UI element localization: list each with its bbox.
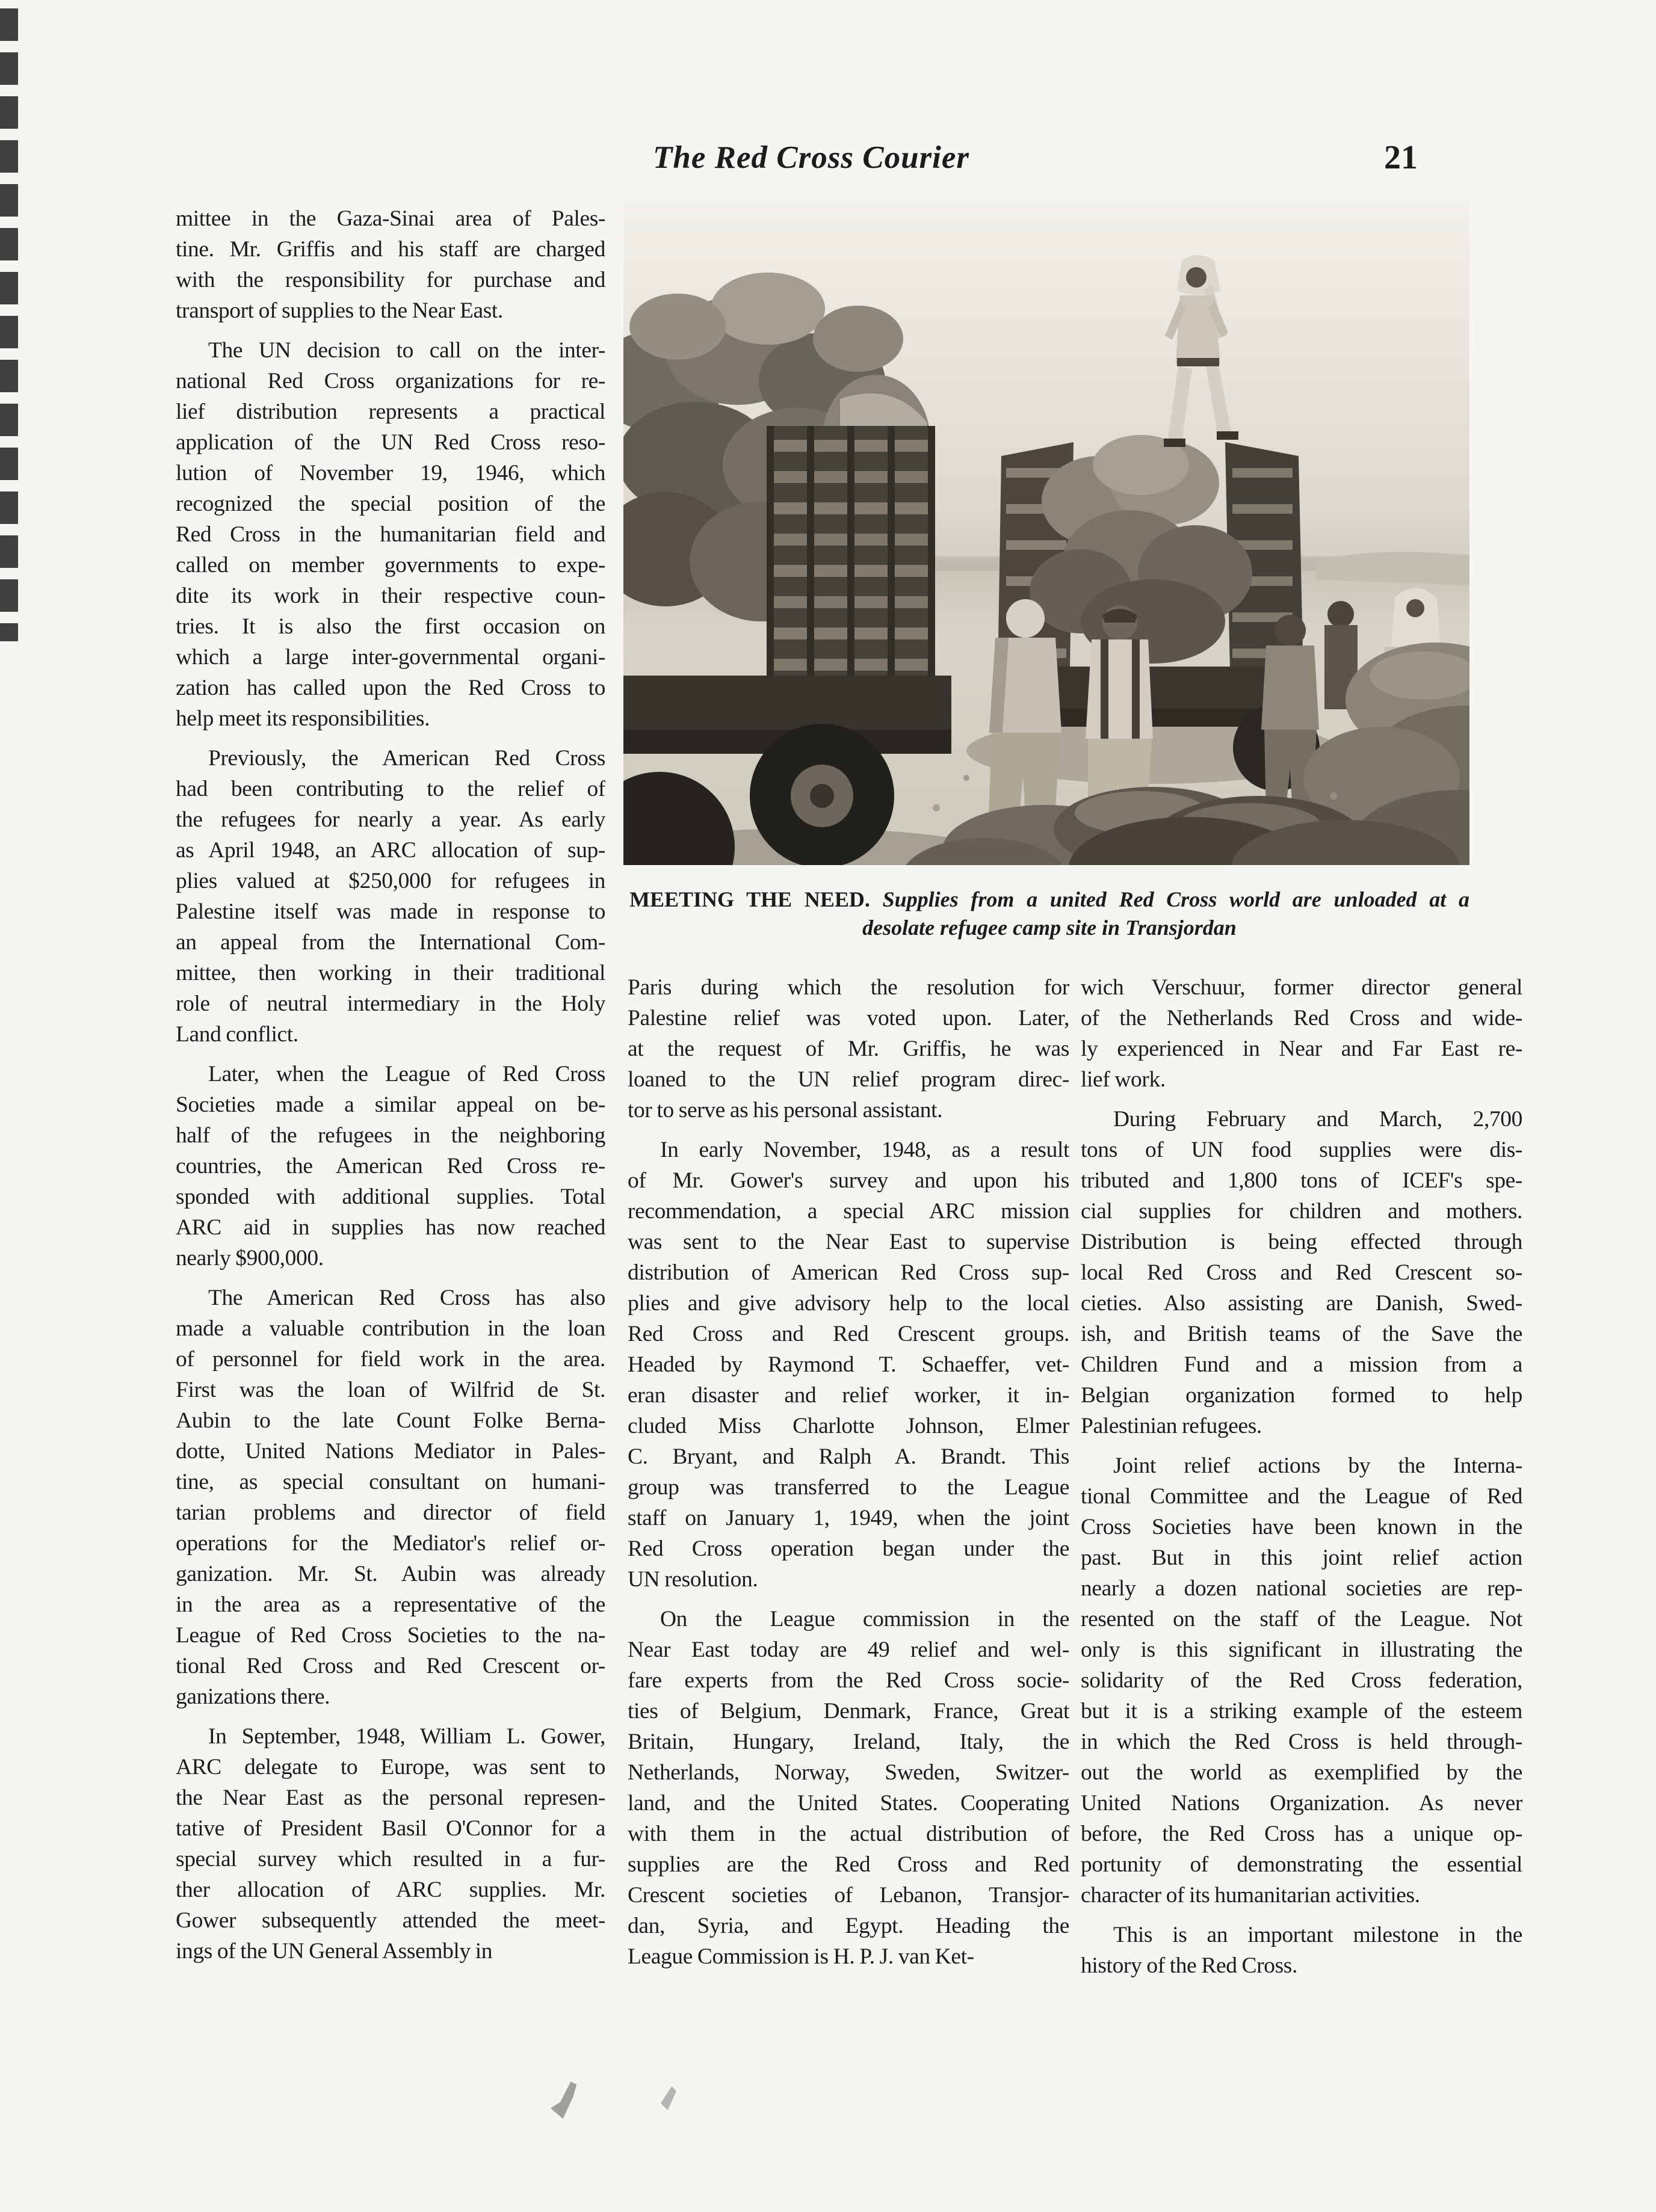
text-line: mittee in the Gaza-Sinai area of Pales-: [176, 206, 605, 231]
paragraph: [176, 203, 605, 326]
text-line: tional Red Cross and Red Crescent or-: [176, 1654, 605, 1678]
text-line: mittee, then working in their traditional: [176, 961, 605, 985]
text-line: In early November, 1948, as a result: [660, 1138, 1069, 1162]
text-line: the refugees for nearly a year. As early: [176, 807, 605, 832]
text-line: lution of November 19, 1946, which: [176, 461, 605, 485]
text-line: recommendation, a special ARC mission: [628, 1199, 1069, 1224]
text-line: special survey which resulted in a fur-: [176, 1847, 605, 1872]
text-line: Distribution is being effected through: [1081, 1230, 1522, 1254]
text-line: supplies are the Red Cross and Red: [628, 1852, 1069, 1877]
text-line: Paris during which the resolution for: [628, 975, 1069, 1000]
text-line: help meet its responsibilities.: [176, 706, 430, 731]
text-line: League of Red Cross Societies to the na-: [176, 1623, 605, 1648]
text-line: Netherlands, Norway, Sweden, Switzer-: [628, 1760, 1069, 1785]
text-line: Societies made a similar appeal on be-: [176, 1092, 605, 1117]
photo-caption: [629, 886, 1469, 942]
text-line: but it is a striking example of the esteem: [1081, 1699, 1522, 1724]
column-left: [176, 203, 605, 1967]
paragraph: [1081, 972, 1522, 1095]
text-line: sponded with additional supplies. Total: [176, 1185, 605, 1209]
text-line: land, and the United States. Cooperating: [628, 1791, 1069, 1816]
text-line: the Near East as the personal represen-: [176, 1785, 605, 1810]
text-line: In September, 1948, William L. Gower,: [208, 1724, 605, 1749]
paragraph: [1081, 1104, 1522, 1441]
text-line: Red Cross and Red Crescent groups.: [628, 1322, 1069, 1346]
paragraph: [176, 1283, 605, 1712]
paragraph: [628, 1604, 1069, 1972]
text-line: countries, the American Red Cross re-: [176, 1154, 605, 1178]
text-line: ther allocation of ARC supplies. Mr.: [176, 1878, 605, 1902]
text-line: with the responsibility for purchase and: [176, 268, 605, 292]
text-line: lief work.: [1081, 1067, 1166, 1092]
text-line: Aubin to the late Count Folke Berna-: [176, 1408, 605, 1433]
scan-artifact-smudge-small: [661, 2086, 676, 2110]
text-line: Cross Societies have been known in the: [1081, 1515, 1522, 1539]
text-line: Crescent societies of Lebanon, Transjor-: [628, 1883, 1069, 1908]
paragraph: [628, 1135, 1069, 1595]
paragraph: [176, 335, 605, 734]
text-line: tributed and 1,800 tons of ICEF's spe-: [1081, 1168, 1522, 1193]
text-line: cluded Miss Charlotte Johnson, Elmer: [628, 1414, 1069, 1438]
text-line: Children Fund and a mission from a: [1081, 1352, 1522, 1377]
text-line: cial supplies for children and mothers.: [1081, 1199, 1522, 1224]
text-line: out the world as exemplified by the: [1081, 1760, 1522, 1785]
text-line: group was transferred to the League: [628, 1475, 1069, 1500]
photo-refugee-camp: [623, 200, 1469, 865]
text-line: tarian problems and director of field: [176, 1500, 605, 1525]
page-title: The Red Cross Courier: [653, 140, 970, 175]
text-line: zation has called upon the Red Cross to: [176, 676, 605, 700]
text-line: ish, and British teams of the Save the: [1081, 1322, 1522, 1346]
text-line: which a large inter-governmental organi-: [176, 645, 605, 670]
text-line: tative of President Basil O'Connor for a: [176, 1816, 605, 1841]
text-line: dan, Syria, and Egypt. Heading the: [628, 1914, 1069, 1938]
paragraph: [176, 1059, 605, 1274]
text-line: The UN decision to call on the inter-: [208, 338, 605, 363]
text-line: of the Netherlands Red Cross and wide-: [1081, 1006, 1522, 1031]
text-line: dite its work in their respective coun-: [176, 584, 605, 608]
text-line: Belgian organization formed to help: [1081, 1383, 1522, 1408]
text-line: tons of UN food supplies were dis-: [1081, 1138, 1522, 1162]
text-line: local Red Cross and Red Crescent so-: [1081, 1260, 1522, 1285]
text-line: tional Committee and the League of Red: [1081, 1484, 1522, 1509]
text-line: Palestine itself was made in response to: [176, 899, 605, 924]
photo-caption-line2: desolate refugee camp site in Transjordan: [862, 916, 1237, 940]
paragraph: [176, 1721, 605, 1967]
text-line: Later, when the League of Red Cross: [208, 1062, 605, 1086]
text-line: ganizations there.: [176, 1684, 330, 1709]
text-line: fare experts from the Red Cross socie-: [628, 1668, 1069, 1693]
text-line: C. Bryant, and Ralph A. Brandt. This: [628, 1444, 1069, 1469]
text-line: Red Cross operation began under the: [628, 1536, 1069, 1561]
text-line: loaned to the UN relief program direc-: [628, 1067, 1069, 1092]
text-line: history of the Red Cross.: [1081, 1953, 1297, 1978]
text-line: plies valued at $250,000 for refugees in: [176, 869, 605, 893]
photo-caption-line1: [629, 886, 1469, 914]
text-line: recognized the special position of the: [176, 491, 605, 516]
text-line: On the League commission in the: [660, 1607, 1069, 1631]
text-line: application of the UN Red Cross reso-: [176, 430, 605, 455]
text-line: Palestine relief was voted upon. Later,: [628, 1006, 1069, 1031]
text-line: Near East today are 49 relief and wel-: [628, 1637, 1069, 1662]
text-line: had been contributing to the relief of: [176, 777, 605, 801]
text-line: in the area as a representative of the: [176, 1592, 605, 1617]
text-line: First was the loan of Wilfrid de St.: [176, 1378, 605, 1402]
text-line: ly experienced in Near and Far East re-: [1081, 1037, 1522, 1061]
text-line: of personnel for field work in the area.: [176, 1347, 605, 1372]
text-line: Joint relief actions by the Interna-: [1113, 1453, 1522, 1478]
text-line: ganization. Mr. St. Aubin was already: [176, 1562, 605, 1586]
text-line: The American Red Cross has also: [208, 1286, 605, 1310]
text-line: resented on the staff of the League. Not: [1081, 1607, 1522, 1631]
text-line: only is this significant in illustrating the: [1081, 1637, 1522, 1662]
caption-italic-text: Supplies from a united Red Cross world are unloaded at a: [882, 887, 1469, 911]
text-line: of Mr. Gower's survey and upon his: [628, 1168, 1069, 1193]
text-line: eran disaster and relief worker, it in-: [628, 1383, 1069, 1408]
text-line: tries. It is also the first occasion on: [176, 614, 605, 639]
text-line: Red Cross in the humanitarian field and: [176, 522, 605, 547]
caption-lead-text: MEETING THE NEED.: [629, 887, 870, 911]
text-line: plies and give advisory help to the local: [628, 1291, 1069, 1316]
text-line: This is an important milestone in the: [1113, 1923, 1522, 1947]
text-line: Palestinian refugees.: [1081, 1414, 1262, 1438]
text-line: at the request of Mr. Griffis, he was: [628, 1037, 1069, 1061]
text-line: wich Verschuur, former director general: [1081, 975, 1522, 1000]
paragraph: [1081, 1450, 1522, 1911]
text-line: Land conflict.: [176, 1022, 298, 1047]
text-line: ties of Belgium, Denmark, France, Great: [628, 1699, 1069, 1724]
text-line: During February and March, 2,700: [1113, 1107, 1522, 1132]
paragraph: [176, 743, 605, 1050]
text-line: role of neutral intermediary in the Holy: [176, 991, 605, 1016]
text-line: in which the Red Cross is held through-: [1081, 1730, 1522, 1754]
text-line: ings of the UN General Assembly in: [176, 1939, 493, 1964]
text-line: national Red Cross organizations for re-: [176, 369, 605, 393]
text-line: was sent to the Near East to supervise: [628, 1230, 1069, 1254]
text-line: UN resolution.: [628, 1567, 758, 1592]
text-line: tine. Mr. Griffis and his staff are charged: [176, 237, 605, 262]
paragraph: [628, 972, 1069, 1126]
paragraph: [1081, 1920, 1522, 1981]
text-line: lief distribution represents a practical: [176, 399, 605, 424]
text-line: distribution of American Red Cross sup-: [628, 1260, 1069, 1285]
text-line: before, the Red Cross has a unique op-: [1081, 1822, 1522, 1846]
text-line: made a valuable contribution in the loan: [176, 1316, 605, 1341]
text-line: portunity of demonstrating the essential: [1081, 1852, 1522, 1877]
scan-artifact-edge-marks: [0, 8, 18, 641]
page-number: 21: [1384, 139, 1418, 176]
text-line: League Commission is H. P. J. van Ket-: [628, 1944, 974, 1969]
text-line: Previously, the American Red Cross: [208, 746, 605, 771]
text-line: nearly a dozen national societies are rep-: [1081, 1576, 1522, 1601]
text-line: nearly $900,000.: [176, 1246, 324, 1271]
text-line: tor to serve as his personal assistant.: [628, 1098, 943, 1123]
text-line: ARC delegate to Europe, was sent to: [176, 1755, 605, 1779]
text-line: half of the refugees in the neighboring: [176, 1123, 605, 1148]
text-line: an appeal from the International Com-: [176, 930, 605, 955]
column-right: [1081, 972, 1522, 1981]
text-line: operations for the Mediator's relief or-: [176, 1531, 605, 1556]
scan-artifact-smudge: [551, 2081, 583, 2119]
text-line: cieties. Also assisting are Danish, Swed-: [1081, 1291, 1522, 1316]
text-line: transport of supplies to the Near East.: [176, 298, 503, 323]
text-line: Gower subsequently attended the meet-: [176, 1908, 605, 1933]
text-line: character of its humanitarian activities.: [1081, 1883, 1420, 1908]
text-line: Britain, Hungary, Ireland, Italy, the: [628, 1730, 1069, 1754]
text-line: staff on January 1, 1949, when the joint: [628, 1506, 1069, 1530]
text-line: called on member governments to expe-: [176, 553, 605, 578]
text-line: past. But in this joint relief action: [1081, 1545, 1522, 1570]
text-line: ARC aid in supplies has now reached: [176, 1215, 605, 1240]
text-line: Headed by Raymond T. Schaeffer, vet-: [628, 1352, 1069, 1377]
text-line: tine, as special consultant on humani-: [176, 1470, 605, 1494]
text-line: with them in the actual distribution of: [628, 1822, 1069, 1846]
text-line: United Nations Organization. As never: [1081, 1791, 1522, 1816]
text-line: as April 1948, an ARC allocation of sup-: [176, 838, 605, 863]
photo-illustration: [623, 200, 1469, 865]
text-line: solidarity of the Red Cross federation,: [1081, 1668, 1522, 1693]
text-line: dotte, United Nations Mediator in Pales-: [176, 1439, 605, 1464]
column-middle: [628, 972, 1069, 1972]
